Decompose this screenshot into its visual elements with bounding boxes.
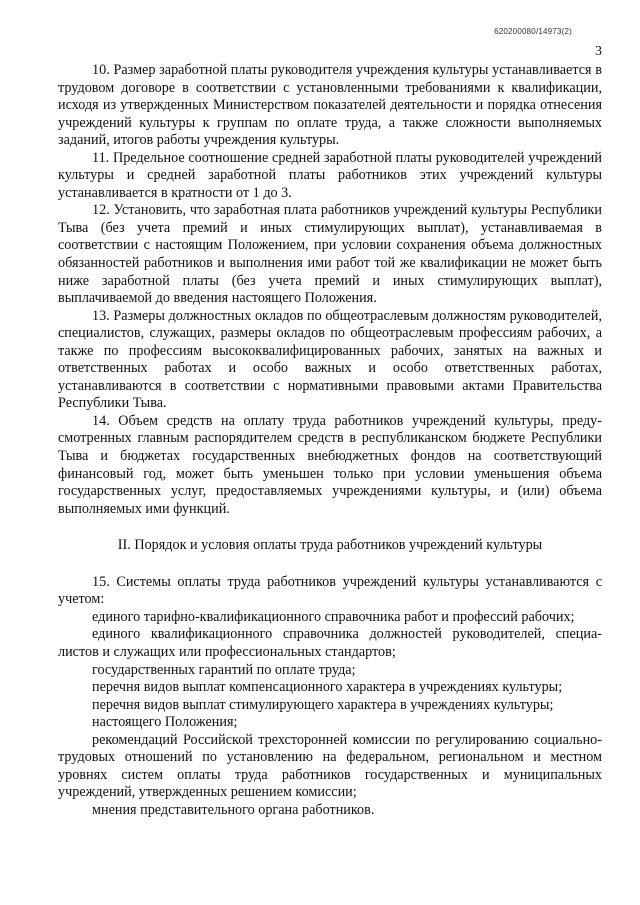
list-item: государственных гарантий по оплате труда; [92, 661, 356, 678]
list-item: перечня видов выплат компенсационного характера в учреждениях культуры; [92, 679, 563, 696]
paragraph-15-intro: 15. Системы оплаты труда работников учреждений культуры устанавливаются с учетом: [58, 573, 602, 608]
paragraph-13: 13. Размеры должностных окладов по общеотраслевым должностям руководителей, специалистов, служащих, размеры окладов по общеотраслевым профессиям рабочих, а также по профессиям высококвалифицированных рабочих, занятых на важных и ответственных работах и особо важных и особо ответственных работах, устанавливаются в соответствии с нормативными правовыми актами Правительства Республики Тыва. [58, 307, 602, 412]
paragraph-12: 12. Установить, что заработная плата работников учреждений культуры Республики Тыва (без учета премий и иных стимулирующих выплат), устанавливаемая в соответствии с настоящим Положением, при условии сохранения объема должностных обязанностей работников и выполнения ими работ той же квалификации не может быть ниже заработной платы (без учета премий и иных стимулирующих выплат), выплачиваемой до введения настоящего Положения. [58, 202, 602, 307]
paragraph-14: 14. Объем средств на оплату труда работников учреждений культуры, предусмотренных главным распорядителем средств в республиканском бюджете Республики Тыва и бюджетах государственных внебюджетных фондов на соответствующий финансовый год, может быть уменьшен только при условии уменьшения объема государственных услуг, предоставляемых учреждениями культуры, и (или) объема выполняемых ими функций. [58, 412, 602, 517]
list-item: единого квалификационного справочника должностей руководителей, специалистов и служащих или профессиональных стандартов; [58, 626, 602, 660]
list-item: рекомендаций Российской трехсторонней комиссии по регулированию социально-трудовых отношений по установлению на федеральном, региональном и местном уровнях систем оплаты труда работников государственных и муниципальных учреждений, утвержденных решением комиссии; [58, 731, 602, 801]
list-item: настоящего Положения; [92, 714, 238, 731]
page-number: 3 [595, 44, 602, 59]
document-body [58, 62, 602, 819]
section-heading: II. Порядок и условия оплаты труда работников учреждений культуры [117, 537, 543, 554]
list-item: единого тарифно-квалификационного справочника работ и профессий рабочих; [92, 608, 575, 625]
list-item: перечня видов выплат стимулирующего характера в учреждениях культуры; [92, 696, 554, 713]
list-item: мнения представительного органа работников. [92, 801, 375, 818]
document-code: 620200080/14973(2) [494, 27, 572, 36]
paragraph-10: 10. Размер заработной платы руководителя учреждения культуры устанавливается в трудовом договоре в соответствии с установленными требованиями к квалификации, исходя из утвержденных Министерством показателей деятельности и порядка отнесения учреждений культуры к группам по оплате труда, а также сложности выполняемых заданий, итогов работы учреждения культуры. [58, 62, 602, 149]
paragraph-11: 11. Предельное соотношение средней заработной платы руководителей учреждений культуры и средней заработной платы работников этих учреждений культуры устанавливается в кратности от 1 до 3. [58, 149, 602, 201]
